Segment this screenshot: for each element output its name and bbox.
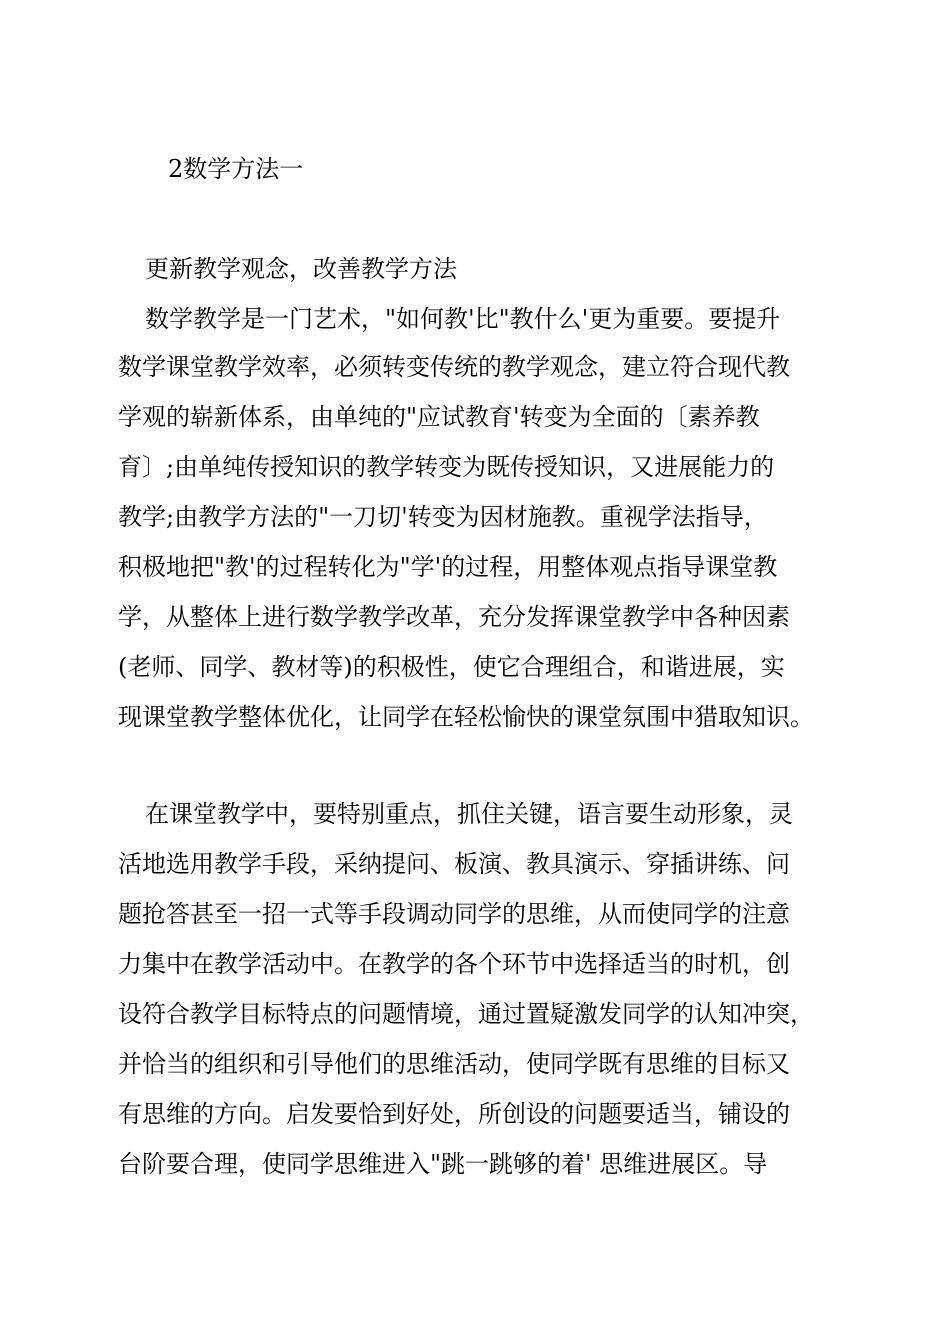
paragraph-1-line: 教学;由教学方法的"一刀切'转变为因材施教。重视学法指导， — [118, 503, 768, 531]
section-subtitle: 更新教学观念，改善教学方法 — [145, 255, 457, 283]
paragraph-1-line: 数学课堂教学效率，必须转变传统的教学观念，建立符合现代教 — [118, 353, 790, 381]
paragraph-2-line: 活地选用教学手段，采纳提问、板演、教具演示、穿插讲练、问 — [118, 850, 790, 878]
paragraph-2-line: 台阶要合理，使同学思维进入"跳一跳够的着' 思维进展区。导 — [118, 1150, 768, 1178]
paragraph-1-line: 现课堂教学整体优化，让同学在轻松愉快的课堂氛围中猎取知识。 — [118, 703, 814, 731]
paragraph-2-line: 力集中在教学活动中。在教学的各个环节中选择适当的时机，创 — [118, 950, 790, 978]
section-title: 2数学方法一 — [168, 155, 304, 183]
paragraph-1-line: 育〕;由单纯传授知识的教学转变为既传授知识，又进展能力的 — [118, 453, 775, 481]
paragraph-1-line: 积极地把"教'的过程转化为"学'的过程，用整体观点指导课堂教 — [118, 553, 778, 581]
paragraph-2-line: 设符合教学目标特点的问题情境，通过置疑激发同学的认知冲突， — [118, 1000, 814, 1028]
paragraph-2-line: 在课堂教学中，要特别重点，抓住关键，语言要生动形象，灵 — [145, 800, 793, 828]
paragraph-1-line: 学观的崭新体系，由单纯的"应试教育'转变为全面的〔素养教 — [118, 403, 760, 431]
paragraph-1-line: 数学教学是一门艺术，"如何教'比"教什么'更为重要。要提升 — [145, 305, 781, 333]
paragraph-2-line: 有思维的方向。启发要恰到好处，所创设的问题要适当，铺设的 — [118, 1100, 790, 1128]
paragraph-1-line: 学，从整体上进行数学教学改革，充分发挥课堂教学中各种因素 — [118, 603, 790, 631]
paragraph-1-line: (老师、同学、教材等)的积极性，使它合理组合，和谐进展，实 — [118, 653, 785, 681]
paragraph-2-line: 题抢答甚至一招一式等手段调动同学的思维，从而使同学的注意 — [118, 900, 790, 928]
paragraph-2-line: 并恰当的组织和引导他们的思维活动，使同学既有思维的目标又 — [118, 1050, 790, 1078]
